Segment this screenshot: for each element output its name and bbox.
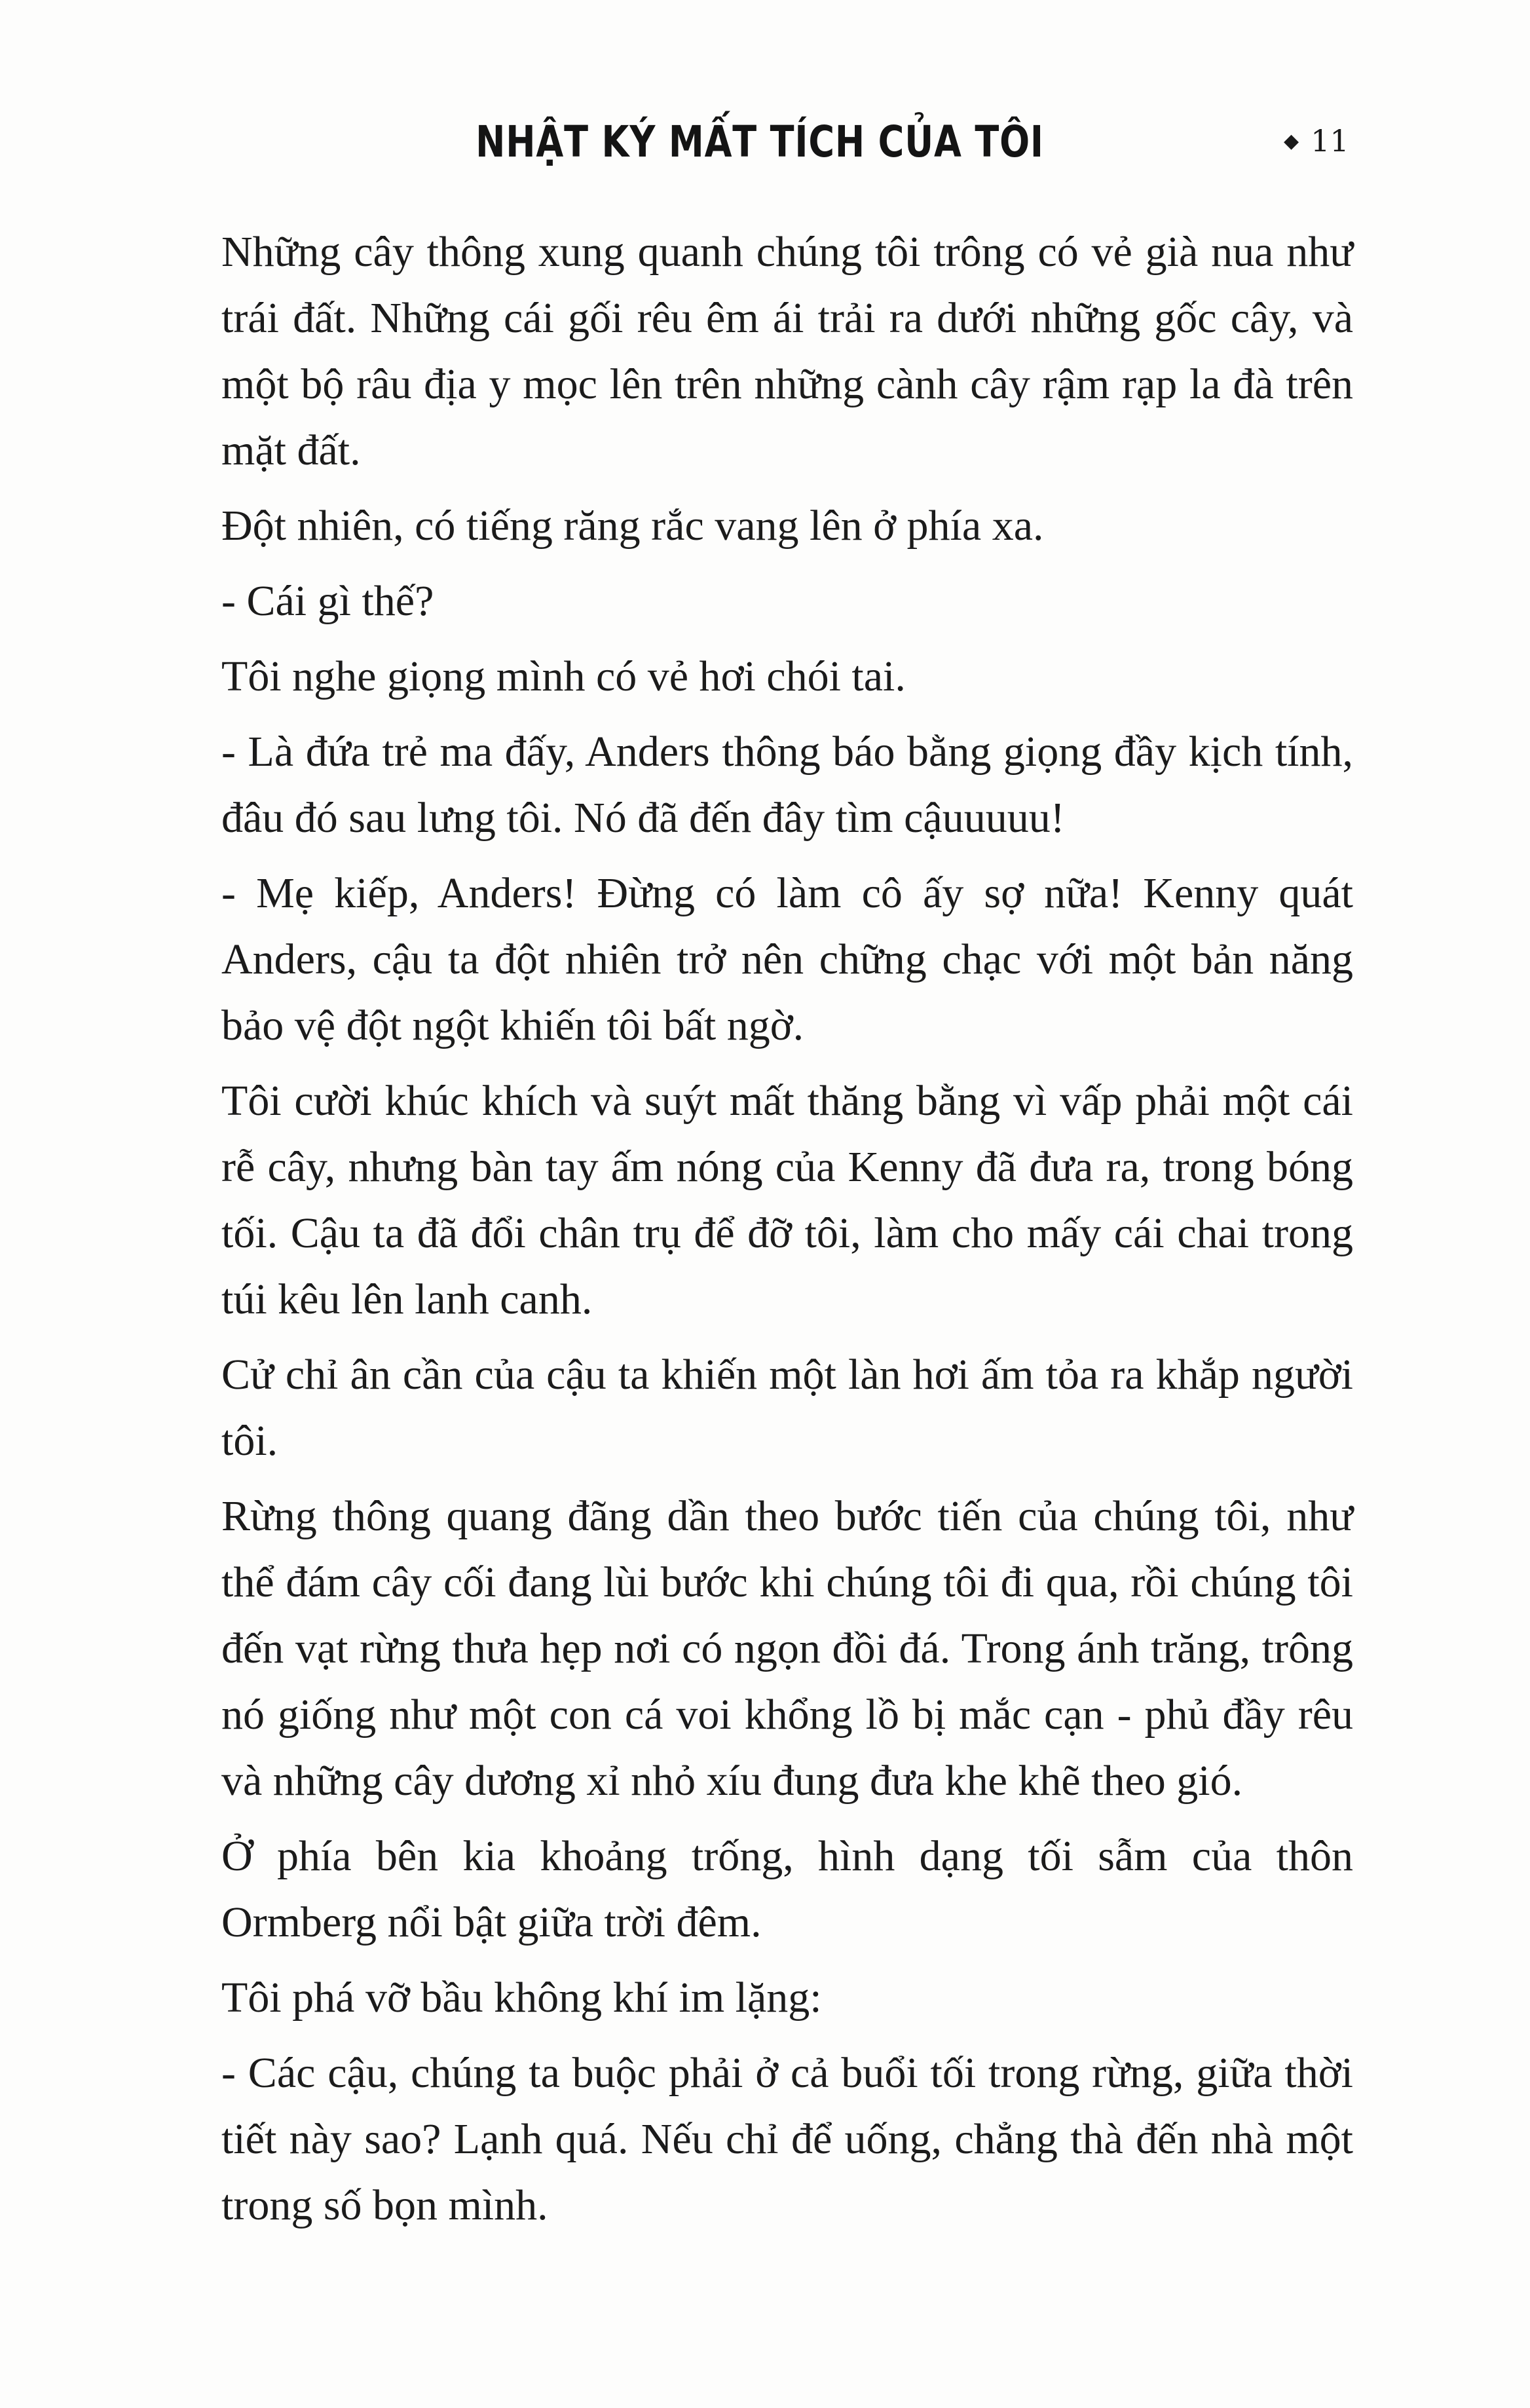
body-text — [221, 219, 1353, 2238]
paragraph: Tôi phá vỡ bầu không khí im lặng: — [221, 1974, 822, 2022]
paragraph: Ở phía bên kia khoảng trống, hình dạng tối sẫm của thôn Ormberg nổi bật giữa trời đêm. — [221, 1832, 1353, 1946]
paragraph: - Là đứa trẻ ma đấy, Anders thông báo bằng giọng đầy kịch tính, đâu đó sau lưng tôi. Nó đã đến đây tìm cậuuuuu! — [221, 728, 1353, 842]
running-head — [0, 117, 1530, 182]
paragraph: Cử chỉ ân cần của cậu ta khiến một làn hơi ấm tỏa ra khắp người tôi. — [221, 1351, 1353, 1465]
book-title: NHẬT KÝ MẤT TÍCH CỦA TÔI — [476, 117, 1044, 167]
paragraph: Tôi nghe giọng mình có vẻ hơi chói tai. — [221, 652, 906, 700]
paragraph: Tôi cười khúc khích và suýt mất thăng bằng vì vấp phải một cái rễ cây, nhưng bàn tay ấm nóng của Kenny đã đưa ra, trong bóng tối. Cậu ta đã đổi chân trụ để đỡ tôi, làm cho mấy cái chai trong túi kêu lên lanh canh. — [221, 1077, 1353, 1323]
bullet-icon: ◆ — [1284, 130, 1299, 153]
page-number: 11 — [1311, 123, 1349, 159]
paragraph: Rừng thông quang đãng dần theo bước tiến của chúng tôi, như thể đám cây cối đang lùi bước khi chúng tôi đi qua, rồi chúng tôi đến vạt rừng thưa hẹp nơi có ngọn đồi đá. Trong ánh trăng, trông nó giống như một con cá voi khổng lồ bị mắc cạn - phủ đầy rêu và những cây dương xỉ nhỏ xíu đung đưa khe khẽ theo gió. — [221, 1492, 1353, 1805]
paragraph: Đột nhiên, có tiếng răng rắc vang lên ở phía xa. — [221, 502, 1044, 550]
paragraph: Những cây thông xung quanh chúng tôi trông có vẻ già nua như trái đất. Những cái gối rêu êm ái trải ra dưới những gốc cây, và một bộ râu địa y mọc lên trên những cành cây rậm rạp la đà trên mặt đất. — [221, 228, 1353, 474]
page-number-area — [1284, 123, 1349, 159]
paragraph: - Mẹ kiếp, Anders! Đừng có làm cô ấy sợ nữa! Kenny quát Anders, cậu ta đột nhiên trở nên chững chạc với một bản năng bảo vệ đột ngột khiến tôi bất ngờ. — [221, 869, 1353, 1049]
paragraph: - Cái gì thế? — [221, 577, 434, 625]
paragraph: - Các cậu, chúng ta buộc phải ở cả buổi tối trong rừng, giữa thời tiết này sao? Lạnh quá. Nếu chỉ để uống, chẳng thà đến nhà một trong số bọn mình. — [221, 2049, 1353, 2229]
